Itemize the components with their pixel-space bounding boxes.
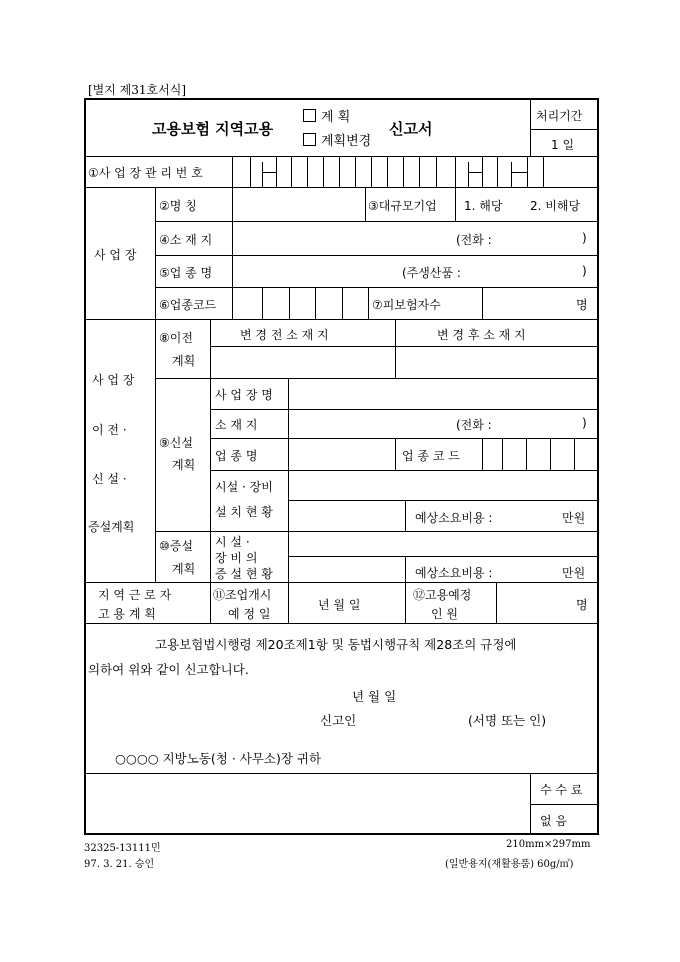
- relocation-section-line2: 이 전 ·: [92, 423, 127, 437]
- expected-cost-unit: 만원: [562, 511, 586, 525]
- expected-cost-label: 예상소요비용 :: [415, 511, 493, 525]
- phone-close: ): [582, 231, 587, 245]
- new-phone-label: (전화 :: [456, 418, 492, 432]
- declaration-line-2: 의하여 위와 같이 신고합니다.: [88, 662, 249, 677]
- industry-code-label: ⑥업종코드: [159, 298, 217, 312]
- relocation-section-line1: 사 업 장: [92, 373, 135, 387]
- expand-facility-label-2: 장 비 의: [215, 551, 258, 565]
- business-name-label: ②명 칭: [159, 199, 197, 213]
- footer-code: 32325-13111민: [84, 843, 161, 854]
- expand-plan-label-1: ⑩증설: [159, 539, 193, 553]
- form-title-suffix: 신고서: [389, 120, 433, 138]
- after-address-label: 변 경 후 소 재 지: [437, 328, 526, 342]
- start-date-label-2: 예 정 일: [228, 607, 271, 621]
- industry-name-label: ⑤업 종 명: [159, 266, 213, 280]
- insured-count-unit: 명: [576, 298, 588, 312]
- facility-label-2: 설 치 현 황: [215, 505, 273, 519]
- expand-facility-label-1: 시 설 ·: [215, 535, 250, 549]
- employment-plan-label-1: 지 역 근 로 자: [98, 588, 172, 602]
- declaration-date[interactable]: 년 월 일: [352, 689, 397, 704]
- expected-cost-unit-2: 만원: [562, 566, 586, 580]
- footer-approval: 97. 3. 21. 승인: [84, 859, 155, 870]
- signature-label[interactable]: (서명 또는 인): [468, 713, 547, 728]
- fee-value: 없 음: [540, 814, 567, 828]
- main-product-label: (주생산품 :: [402, 266, 461, 280]
- declaration-line-1: 고용보험법시행령 제20조제1항 및 동법시행규칙 제28조의 규정에: [155, 637, 517, 652]
- phone-label: (전화 :: [456, 233, 492, 247]
- move-plan-label-2: 계획: [172, 354, 196, 368]
- expand-plan-label-2: 계획: [172, 562, 196, 576]
- expand-facility-label-3: 증 설 현 황: [215, 567, 273, 581]
- fee-label: 수 수 료: [540, 783, 583, 797]
- large-company-option-no[interactable]: 2. 비해당: [530, 199, 581, 213]
- planned-hires-unit: 명: [576, 598, 588, 612]
- option-plan-change[interactable]: 계획변경: [303, 130, 371, 149]
- employment-plan-label-2: 고 용 계 획: [98, 607, 156, 621]
- start-date-label-1: ⑪조업개시: [213, 588, 272, 602]
- form-number: [별지 제31호서식]: [88, 83, 186, 97]
- planned-hires-label-2: 인 원: [431, 607, 458, 621]
- checkbox-plan-change[interactable]: [303, 133, 316, 146]
- insured-count-label: ⑦피보험자수: [372, 298, 441, 312]
- move-plan-label-1: ⑧이전: [159, 331, 193, 345]
- main-product-close: ): [582, 264, 587, 278]
- address-label: ④소 재 지: [159, 233, 213, 247]
- recipient-line: ○○○○ 지방노동(청 · 사무소)장 귀하: [115, 751, 322, 766]
- new-phone-close: ): [582, 416, 587, 430]
- expected-cost-label-2: 예상소요비용 :: [415, 566, 493, 580]
- new-plan-label-1: ⑨신설: [159, 436, 193, 450]
- reporter-label: 신고인: [320, 713, 357, 728]
- checkbox-plan[interactable]: [303, 109, 316, 122]
- new-business-name-label: 사 업 장 명: [215, 388, 273, 402]
- footer-paper-size: 210mm×297mm: [506, 839, 591, 850]
- facility-label-1: 시설 · 장비: [215, 480, 273, 494]
- large-company-option-yes[interactable]: 1. 해당: [464, 199, 503, 213]
- relocation-section-line4: 증설계획: [88, 520, 135, 534]
- before-address-label: 변 경 전 소 재 지: [240, 328, 329, 342]
- start-date-value[interactable]: 년 월 일: [318, 598, 361, 612]
- new-plan-label-2: 계획: [172, 458, 196, 472]
- business-section-label: 사 업 장: [94, 248, 137, 262]
- processing-value: 1 일: [551, 138, 575, 152]
- large-company-label: ③대규모기업: [368, 199, 437, 213]
- new-industry-label: 업 종 명: [215, 449, 258, 463]
- form-title: 고용보험 지역고용: [152, 120, 274, 138]
- planned-hires-label-1: ⑫고용예정: [413, 588, 472, 602]
- footer-paper-type: (일반용지(재활용품) 60g/㎡): [445, 859, 574, 870]
- new-industry-code-label: 업 종 코 드: [402, 449, 460, 463]
- processing-label: 처리기간: [536, 109, 583, 123]
- relocation-section-line3: 신 설 ·: [92, 472, 127, 486]
- new-address-label: 소 재 지: [215, 418, 258, 432]
- option-plan[interactable]: 계 획: [303, 106, 350, 125]
- business-mgmt-no-label: ①사 업 장 관 리 번 호: [88, 166, 203, 180]
